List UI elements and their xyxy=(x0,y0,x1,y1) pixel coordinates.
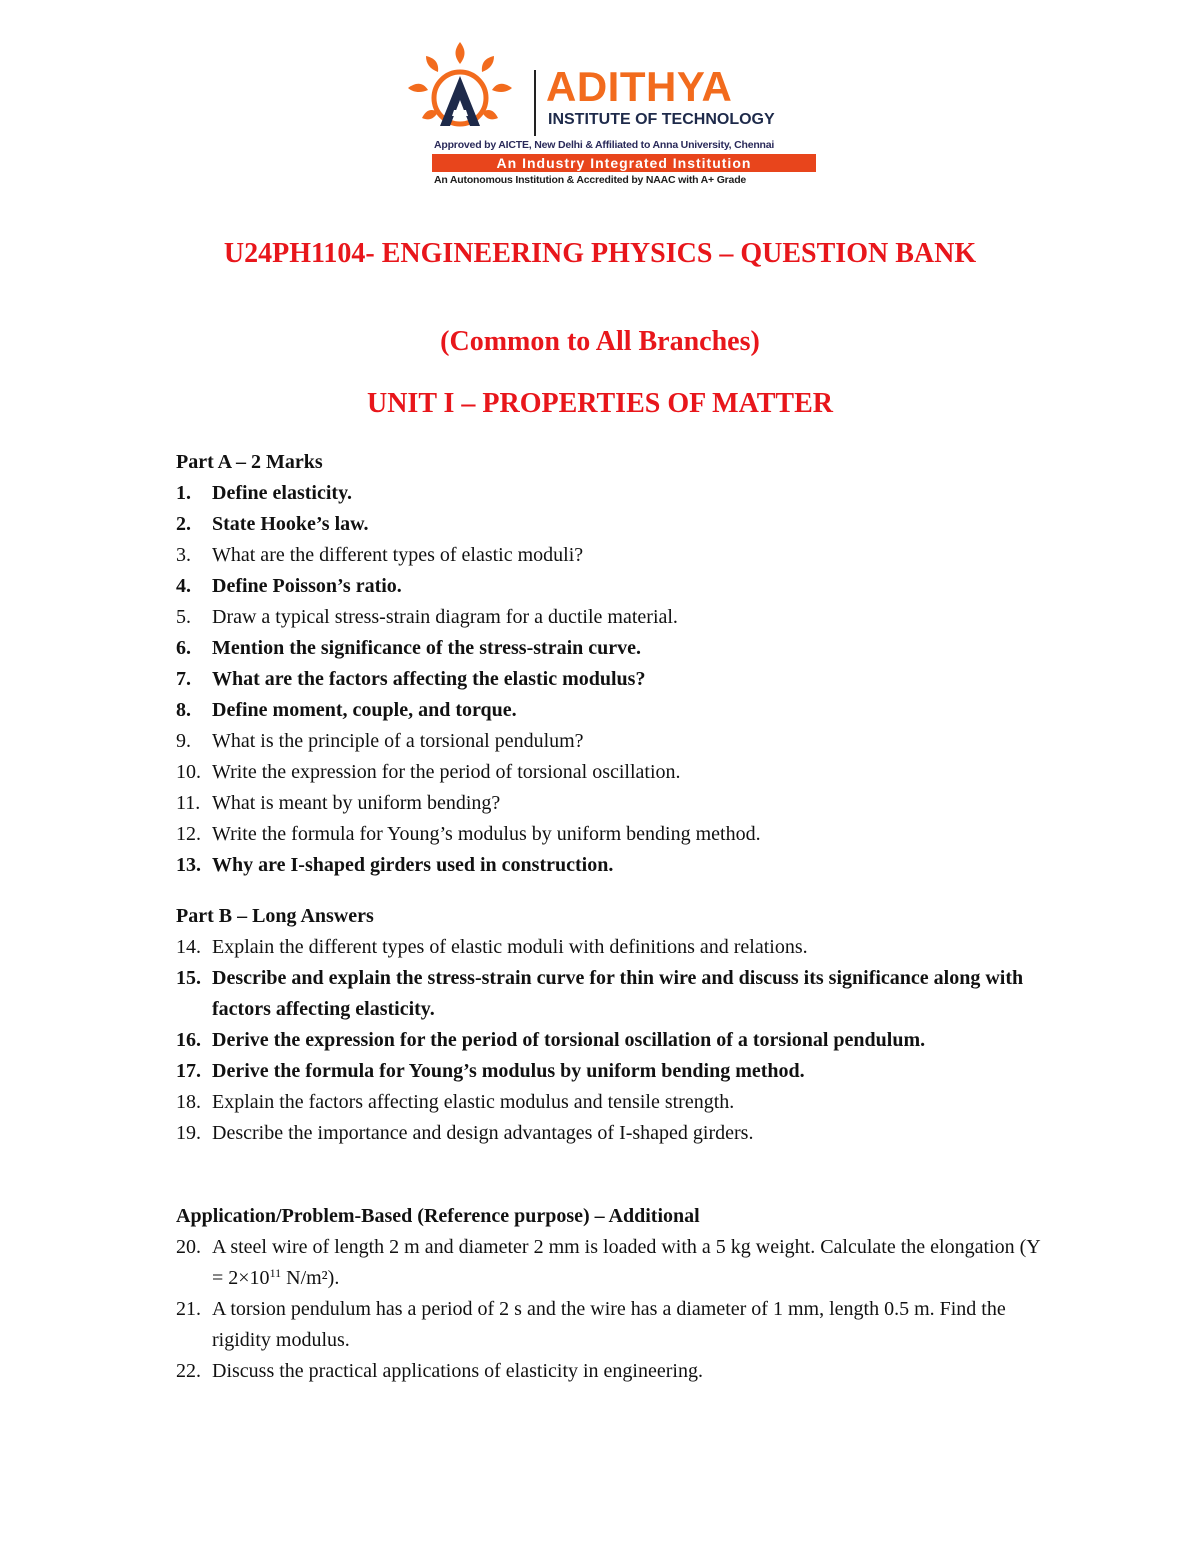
question-item: 20. A steel wire of length 2 m and diameter 2 mm is loaded with a 5 kg weight. Calculate the elongation ($Y = 2\times 10^{11}$ N/m²). xyxy=(176,1236,1040,1289)
question-item: 16. Derive the expression for the period of torsional oscillation of a torsional pendulum. xyxy=(176,1029,926,1051)
question-item: 17. Derive the formula for Young’s modulus by uniform bending method. xyxy=(176,1060,805,1082)
logo-divider xyxy=(534,70,536,136)
question-item: 1. Define elasticity. xyxy=(176,482,352,504)
part-b-title: Part B – Long Answers xyxy=(176,905,374,927)
question-item: 7. What are the factors affecting the elastic modulus? xyxy=(176,668,646,690)
common-branches-subtitle: (Common to All Branches) xyxy=(440,326,760,357)
part-b-section xyxy=(176,901,1056,1149)
question-item: 15. Describe and explain the stress-strain curve for thin wire and discuss its significance along with factors affecting elasticity. xyxy=(176,967,1024,1020)
logo-name: ADITHYA xyxy=(546,63,733,110)
part-a-title: Part A – 2 Marks xyxy=(176,451,323,473)
question-item: 2. State Hooke’s law. xyxy=(176,513,369,535)
question-item: 14. Explain the different types of elastic moduli with definitions and relations. xyxy=(176,936,808,958)
question-item: 6. Mention the significance of the stress-strain curve. xyxy=(176,637,642,659)
question-item: 22. Discuss the practical applications of elasticity in engineering. xyxy=(176,1360,703,1382)
question-item: 19. Describe the importance and design advantages of I-shaped girders. xyxy=(176,1122,754,1144)
question-item: 21. A torsion pendulum has a period of 2 s and the wire has a diameter of 1 mm, length 0.5 m. Find the rigidity modulus. xyxy=(176,1298,1006,1351)
question-item: 13. Why are I-shaped girders used in construction. xyxy=(176,854,614,876)
question-item: 4. Define Poisson’s ratio. xyxy=(176,575,402,597)
logo-subtitle: INSTITUTE OF TECHNOLOGY xyxy=(548,111,775,128)
application-section xyxy=(176,1201,1056,1387)
logo-approval-text: Approved by AICTE, New Delhi & Affiliated to Anna University, Chennai xyxy=(434,139,775,151)
sun-emblem-icon xyxy=(396,40,526,136)
question-item: 8. Define moment, couple, and torque. xyxy=(176,699,517,721)
question-item: 10. Write the expression for the period of torsional oscillation. xyxy=(176,761,681,783)
logo-banner: An Industry Integrated Institution xyxy=(432,154,816,172)
question-item: 3. What are the different types of elastic moduli? xyxy=(176,544,584,566)
question-item: 5. Draw a typical stress-strain diagram for a ductile material. xyxy=(176,606,678,628)
question-item: 18. Explain the factors affecting elastic modulus and tensile strength. xyxy=(176,1091,735,1113)
part-a-section xyxy=(176,447,1056,881)
question-item: 11. What is meant by uniform bending? xyxy=(176,792,501,814)
question-item: 12. Write the formula for Young’s modulus by uniform bending method. xyxy=(176,823,761,845)
document-title: U24PH1104- ENGINEERING PHYSICS – QUESTION BANK xyxy=(223,238,977,269)
institute-logo xyxy=(396,40,816,188)
unit-heading: UNIT I – PROPERTIES OF MATTER xyxy=(366,388,833,419)
application-title: Application/Problem-Based (Reference purpose) – Additional xyxy=(176,1205,700,1227)
logo-accreditation-text: An Autonomous Institution & Accredited by NAAC with A+ Grade xyxy=(434,174,747,186)
question-item: 9. What is the principle of a torsional pendulum? xyxy=(176,730,584,752)
